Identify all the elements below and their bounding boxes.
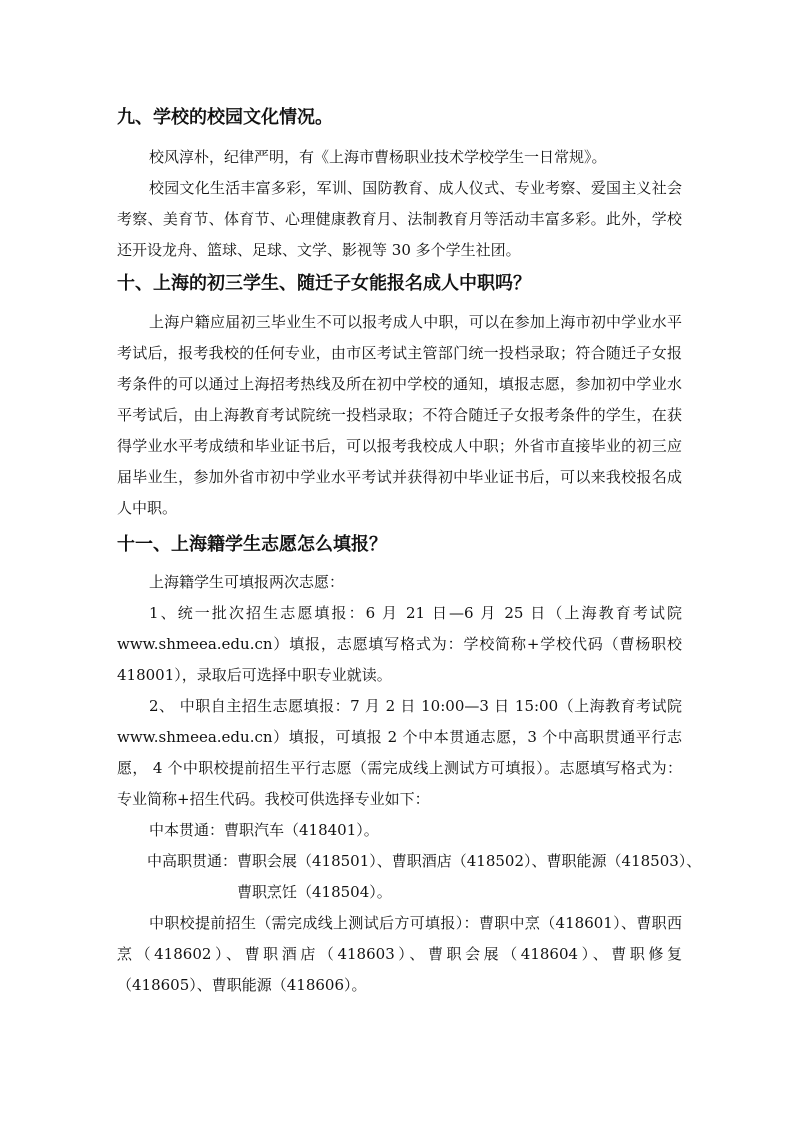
paragraph-independent-application: 2、 中职自主招生志愿填报：7 月 2 日 10:00—3 日 15:00（上海教育考试院 www.shmeea.edu.cn）填报，可填报 2 个中本贯通志愿，3 个中高职贯通平行志愿， 4 个中职校提前招生平行志愿（需完成线上测试方可填报）。志愿填写格式为：专业简称+招生代码。我校可供选择专业如下： [117,697,682,808]
paragraph-early-admission: 中职校提前招生（需完成线上测试后方可填报）：曹职中烹（418601）、曹职西烹（418602）、曹职酒店（418603）、曹职会展（418604）、曹职修复（418605）、曹职能源（418606）。 [117,914,682,994]
paragraph-enrollment-eligibility: 上海户籍应届初三毕业生不可以报考成人中职，可以在参加上海市初中学业水平考试后，报考我校的任何专业，由市区考试主管部门统一投档录取；符合随迁子女报考条件的可以通过上海招考热线及所在初中学校的通知，填报志愿，参加初中学业水平考试后，由上海教育考试院统一投档录取；不符合随迁子女报考条件的学生，在获得学业水平考成绩和毕业证书后，可以报考我校成人中职；外省市直接毕业的初三应届毕业生，参加外省市初中学业水平考试并获得初中毕业证书后，可以来我校报名成人中职。 [117,313,682,517]
paragraph-unified-application: 1、统一批次招生志愿填报：6 月 21 日—6 月 25 日（上海教育考试院 www.shmeea.edu.cn）填报，志愿填写格式为：学校简称+学校代码（曹杨职校 418001），录取后可选择中职专业就读。 [117,604,682,684]
paragraph-campus-culture: 校园文化生活丰富多彩，军训、国防教育、成人仪式、专业考察、爱国主义社会考察、美育节、体育节、心理健康教育月、法制教育月等活动丰富多彩。此外，学校还开设龙舟、篮球、足球、文学、影视等 30 多个学生社团。 [117,179,682,259]
line-zhonggao-program-continued: 曹职烹饪（418504）。 [237,883,392,901]
heading-section-11: 十一、上海籍学生志愿怎么填报？ [117,534,387,555]
paragraph-two-applications: 上海籍学生可填报两次志愿： [149,573,345,591]
line-zhongben-program: 中本贯通：曹职汽车（418401）。 [149,821,379,839]
heading-section-10: 十、上海的初三学生、随迁子女能报名成人中职吗？ [117,273,531,294]
heading-section-9: 九、学校的校园文化情况。 [117,107,333,128]
paragraph-school-rules: 校风淳朴，纪律严明，有《上海市曹杨职业技术学校学生一日常规》。 [149,148,607,166]
line-zhonggao-program: 中高职贯通：曹职会展（418501）、曹职酒店（418502）、曹职能源（418503）、 [147,852,702,870]
